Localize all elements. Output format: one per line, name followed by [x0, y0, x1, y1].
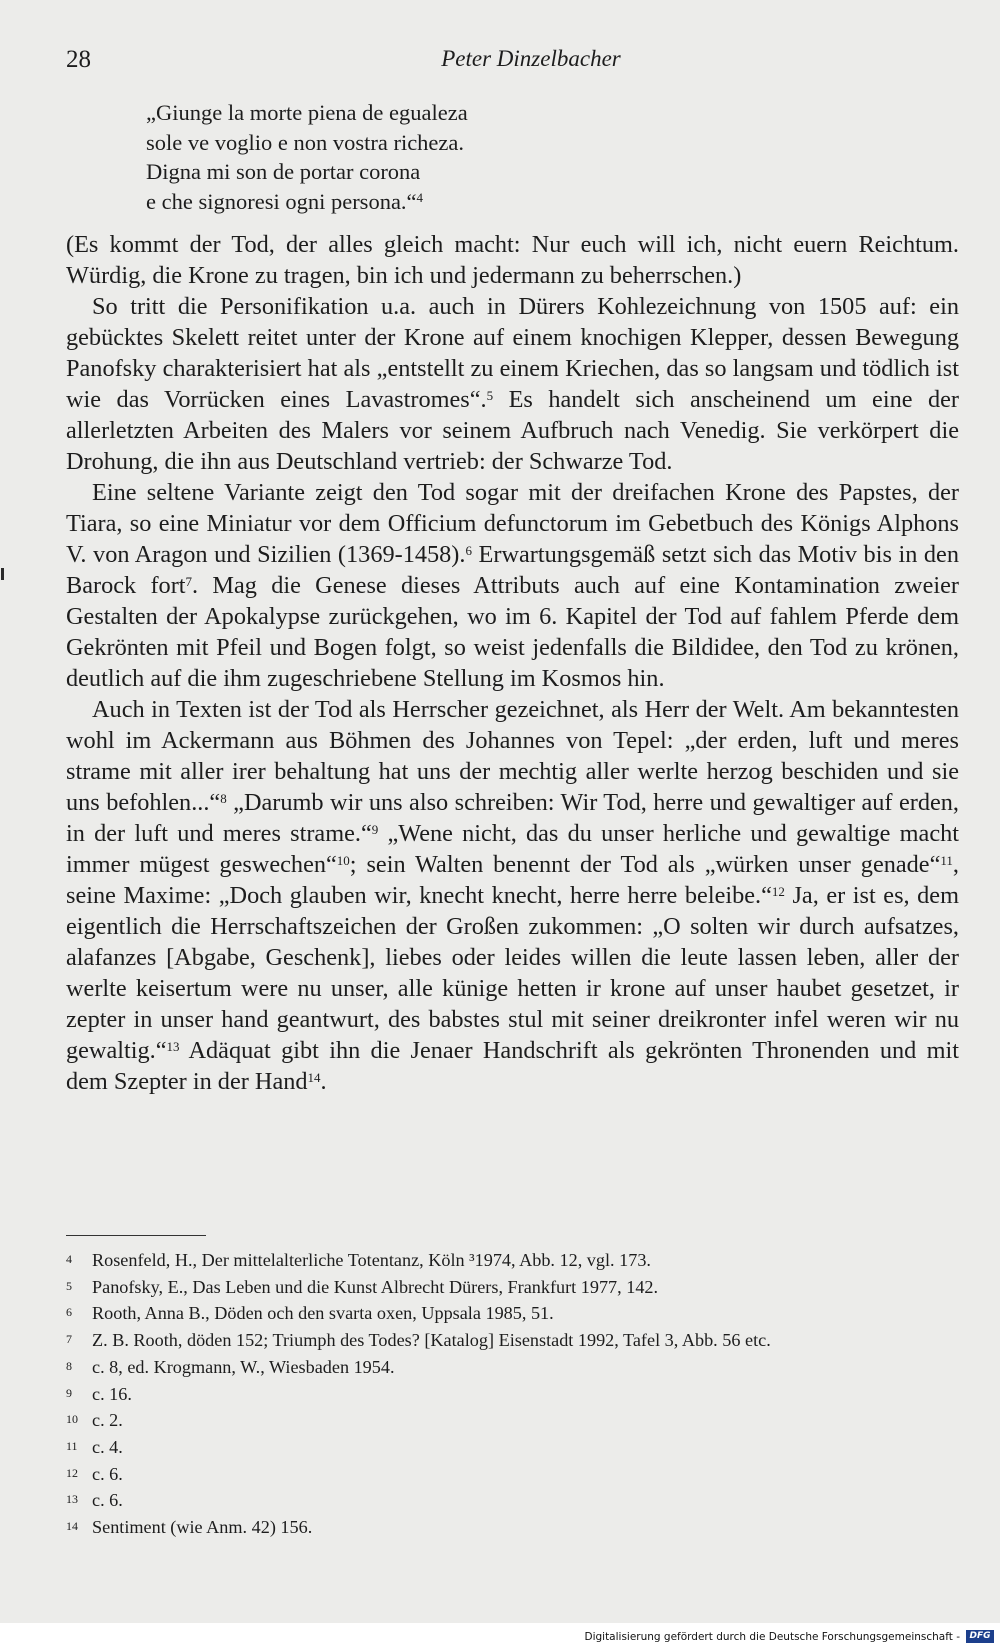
page-number: 28: [66, 46, 91, 73]
body-text: [66, 229, 959, 1097]
footnote-ref[interactable]: 10: [336, 853, 350, 868]
footnote-ref[interactable]: 5: [486, 388, 494, 403]
verse-quote: [146, 98, 468, 216]
footer-text: Digitalisierung gefördert durch die Deutsche Forschungsgemeinschaft -: [584, 1631, 960, 1643]
paragraph-tiara: Eine seltene Variante zeigt den Tod sogar mit der dreifachen Krone des Papstes, der Tiara, so eine Miniatur vor dem Officium defunctorum im Gebetbuch des Königs Alphons V. von Aragon und Sizilien (1369-1458).$^6$ Erwartungsgemäß setzt sich das Motiv bis in den Barock fort$^7$. Mag die Genese dieses Attributs auch auf eine Kontamination zweier Gestalten der Apokalypse zurückgehen, wo im 6. Kapitel der Tod auf fahlem Pferde dem Gekrönten mit Pfeil und Bogen folgt, so weist jedenfalls die Bildidee, den Tod zu krönen, deutlich auf die ihm zugeschriebene Stellung im Kosmos hin.: [66, 479, 959, 692]
dfg-logo: DFG: [966, 1630, 994, 1643]
digitization-footer: [0, 1623, 1000, 1651]
footnote: 9 c. 16.: [66, 1383, 132, 1404]
footnote-ref[interactable]: 7: [185, 574, 193, 589]
verse-line: sole ve voglio e non vostra richeza.: [146, 129, 465, 155]
footnote-ref[interactable]: 4: [416, 189, 424, 205]
footnote-ref[interactable]: 13: [166, 1039, 180, 1054]
footnote: 11 c. 4.: [66, 1436, 123, 1457]
footnote-ref[interactable]: 9: [371, 822, 379, 837]
footnote: 5 Panofsky, E., Das Leben und die Kunst Albrecht Dürers, Frankfurt 1977, 142.: [66, 1276, 659, 1297]
paragraph-translation: (Es kommt der Tod, der alles gleich macht: Nur euch will ich, nicht euern Reichtum. Würdig, die Krone zu tragen, bin ich und jedermann zu beherrschen.): [66, 231, 959, 289]
page-header: [66, 46, 956, 76]
footnote-divider: [66, 1235, 206, 1236]
footnote: 14 Sentiment (wie Anm. 42) 156.: [66, 1517, 313, 1538]
running-head: Peter Dinzelbacher: [441, 46, 621, 71]
footnotes: [66, 1247, 959, 1541]
footnote: 7 Z. B. Rooth, döden 152; Triumph des Todes? [Katalog] Eisenstadt 1992, Tafel 3, Abb. 56 etc.: [66, 1330, 771, 1351]
footnote-ref[interactable]: 8: [220, 791, 227, 806]
footnote: 12 c. 6.: [66, 1463, 123, 1484]
paragraph-duerer: So tritt die Personifikation u.a. auch in Dürers Kohlezeichnung von 1505 auf: ein gebücktes Skelett reitet unter der Krone auf einem knochigen Klepper, dessen Bewegung Panofsky charakterisiert hat als „entstellt zu einem Kriechen, das so langsam und tödlich ist wie das Vorrücken eines Lavastromes“.$^5$ Es handelt sich anscheinend um eine der allerletzten Arbeiten des Malers vor seinem Aufbruch nach Venedig. Sie verkörpert die Drohung, die ihn aus Deutschland vertrieb: der Schwarze Tod.: [66, 293, 959, 475]
verse-line: Digna mi son de portar corona: [146, 159, 421, 184]
margin-mark: [1, 568, 4, 580]
footnote: 8 c. 8, ed. Krogmann, W., Wiesbaden 1954.: [66, 1356, 395, 1377]
footnote-ref[interactable]: 11: [940, 853, 953, 868]
paragraph-texts: Auch in Texten ist der Tod als Herrscher gezeichnet, als Herr der Welt. Am bekanntesten wohl im Ackermann aus Böhmen des Johannes von Tepel: „der erden, luft und meres strame mit aller irer behaltung hat uns der mechtig aller werlte herzog beschiden und sie uns befohlen...“$^8$ „Darumb wir uns also schreiben: Wir Tod, herre und gewaltiger auf erden, in der luft und meres strame.“$^9$ „Wene nicht, das du unser herliche und gewaltige macht immer mügest geswechen“$^{10}$; sein Walten benennt der Tod als „würken unser genade“$^{11}$, seine Maxime: „Doch glauben wir, knecht knecht, herre herre beleibe.“$^{12}$ Ja, er ist es, dem eigentlich die Herrschaftszeichen der Großen zukommen: „O solten wir durch aufsatzes, alafanzes [Abgabe, Geschenk], liebes oder leides willen die leute lassen leben, aller der werlte keisertum were nu unser, alle künige hetten ir krone auf unser haubet gesetzet, ir zepter in unser hand geantwurt, des babstes stul mit seiner dreikronter infel weren wir nu gewaltig.“$^{13}$ Adäquat gibt ihn die Jenaer Handschrift als gekrönten Thronenden und mit dem Szepter in der Hand$^{14}$.: [66, 696, 959, 1095]
verse-line-last: e che signoresi ogni persona.“$^4$: [146, 188, 424, 214]
footnote-ref[interactable]: 14: [307, 1070, 321, 1085]
verse-line: „Giunge la morte piena de egualeza: [146, 100, 468, 125]
footnote: 4 Rosenfeld, H., Der mittelalterliche Totentanz, Köln ³1974, Abb. 12, vgl. 173.: [66, 1250, 651, 1270]
footnote-ref[interactable]: 6: [465, 543, 472, 558]
footnote: 13 c. 6.: [66, 1490, 123, 1511]
footnote-ref[interactable]: 12: [771, 884, 785, 899]
footnote: 6 Rooth, Anna B., Döden och den svarta oxen, Uppsala 1985, 51.: [66, 1303, 554, 1324]
footnote: 10 c. 2.: [66, 1410, 123, 1431]
